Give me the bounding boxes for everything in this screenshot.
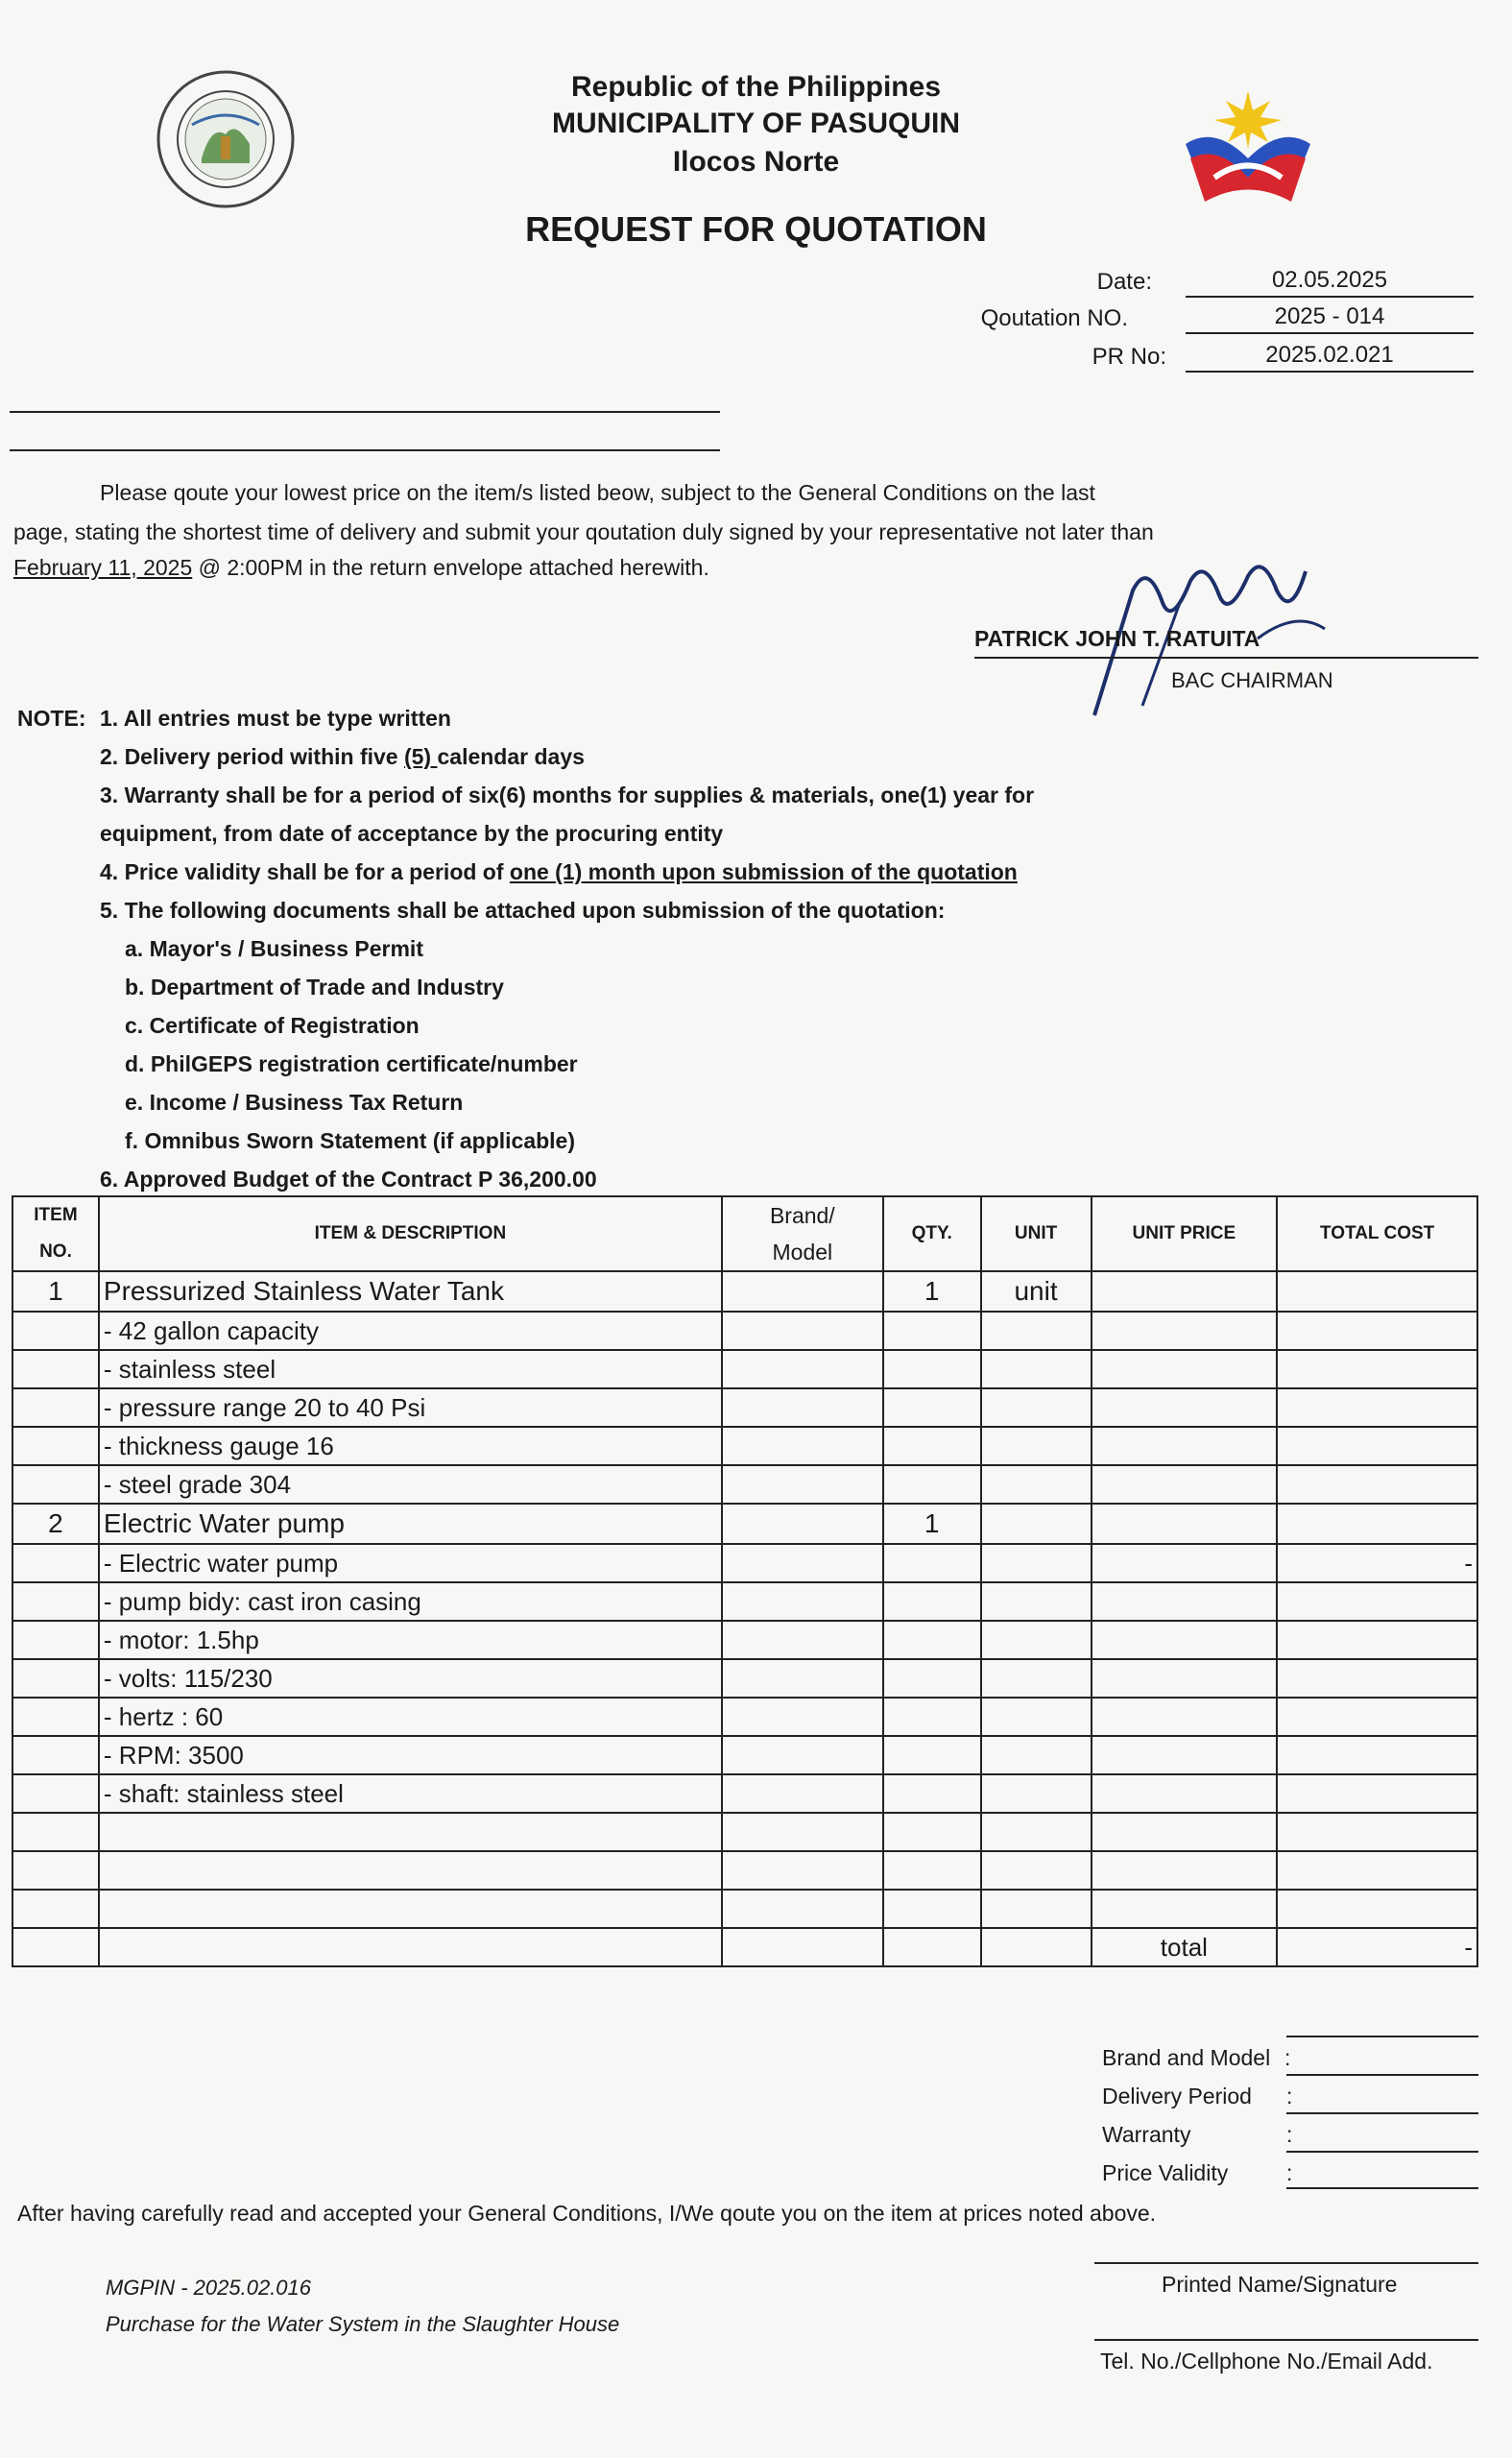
unit-cell — [981, 1659, 1092, 1698]
price-validity-label: Price Validity — [1102, 2160, 1229, 2185]
description-cell: - thickness gauge 16 — [99, 1427, 722, 1465]
price-validity-colon: : — [1286, 2160, 1293, 2185]
description-cell: - volts: 115/230 — [99, 1659, 722, 1698]
brand-model-cell — [722, 1890, 883, 1928]
item-no-cell: 1 — [12, 1271, 99, 1312]
brand-model-cell — [722, 1427, 883, 1465]
unit-cell — [981, 1736, 1092, 1774]
brand-model-cell — [722, 1851, 883, 1890]
qty-cell — [883, 1544, 981, 1582]
brand-model-cell — [722, 1582, 883, 1621]
item-no-cell — [12, 1774, 99, 1813]
table-row — [12, 1350, 1477, 1388]
description-cell: Electric Water pump — [99, 1504, 722, 1544]
qty-cell — [883, 1890, 981, 1928]
items-table — [12, 1195, 1478, 1967]
table-row — [12, 1388, 1477, 1427]
item-no-cell — [12, 1621, 99, 1659]
description-cell: - shaft: stainless steel — [99, 1774, 722, 1813]
mgpin-number: MGPIN - 2025.02.016 — [106, 2276, 312, 2300]
unit-cell — [981, 1312, 1092, 1350]
col-unit: UNIT — [981, 1196, 1092, 1271]
table-row — [12, 1774, 1477, 1813]
brand-model-cell — [722, 1350, 883, 1388]
total-cost-cell — [1277, 1350, 1477, 1388]
qty-cell: 1 — [883, 1271, 981, 1312]
note-3a: 3. Warranty shall be for a period of six(6) months for supplies & materials, one(1) year for — [100, 783, 1035, 807]
total-cost-cell — [1277, 1774, 1477, 1813]
description-cell — [99, 1813, 722, 1851]
item-no-cell — [12, 1736, 99, 1774]
header-province: Ilocos Norte — [672, 146, 840, 178]
doc-e: e. Income / Business Tax Return — [125, 1090, 464, 1115]
total-cost-cell — [1277, 1621, 1477, 1659]
col-brand-line1: Brand/ — [769, 1203, 835, 1228]
description-cell: - pressure range 20 to 40 Psi — [99, 1388, 722, 1427]
warranty-colon: : — [1286, 2122, 1293, 2147]
intro-line-2: page, stating the shortest time of delivery and submit your qoutation duly signed by your representative not later than — [13, 519, 1154, 544]
unit-cell — [981, 1504, 1092, 1544]
col-qty: QTY. — [883, 1196, 981, 1271]
contact-label: Tel. No./Cellphone No./Email Add. — [1100, 2349, 1433, 2374]
note-2-post: calendar days — [437, 744, 585, 769]
col-item-no-line1: ITEM — [34, 1205, 78, 1225]
qty-cell — [883, 1736, 981, 1774]
item-no-cell — [12, 1544, 99, 1582]
brand-model-cell — [722, 1621, 883, 1659]
total-cost-cell — [1277, 1504, 1477, 1544]
unit-price-cell — [1092, 1271, 1278, 1312]
item-no-cell — [12, 1582, 99, 1621]
unit-price-cell — [1092, 1659, 1278, 1698]
unit-cell — [981, 1465, 1092, 1504]
intro-line-3-rest: @ 2:00PM in the return envelope attached herewith. — [192, 555, 709, 580]
unit-cell — [981, 1890, 1092, 1928]
total-cost-cell: - — [1277, 1544, 1477, 1582]
note-2 — [100, 737, 585, 776]
brand-model-cell — [722, 1544, 883, 1582]
brand-model-top-line — [1286, 2036, 1478, 2037]
total-cost-cell — [1277, 1851, 1477, 1890]
item-no-cell — [12, 1659, 99, 1698]
note-5: 5. The following documents shall be attached upon submission of the quotation: — [100, 898, 946, 923]
col-total-cost: TOTAL COST — [1277, 1196, 1477, 1271]
unit-price-cell — [1092, 1427, 1278, 1465]
description-cell: - RPM: 3500 — [99, 1736, 722, 1774]
qty-cell — [883, 1582, 981, 1621]
item-no-cell — [12, 1350, 99, 1388]
table-row — [12, 1504, 1477, 1544]
brand-model-cell — [722, 1271, 883, 1312]
pr-no-value: 2025.02.021 — [1186, 342, 1474, 373]
table-row — [12, 1271, 1477, 1312]
unit-cell: unit — [981, 1271, 1092, 1312]
unit-price-cell — [1092, 1350, 1278, 1388]
signatory-title: BAC CHAIRMAN — [1171, 668, 1333, 692]
table-row — [12, 1621, 1477, 1659]
table-row — [12, 1851, 1477, 1890]
doc-a: a. Mayor's / Business Permit — [125, 936, 423, 961]
note-3b: equipment, from date of acceptance by the procuring entity — [100, 821, 724, 846]
signatory-name: PATRICK JOHN T. RATUITA — [974, 626, 1260, 651]
total-cost-cell — [1277, 1312, 1477, 1350]
unit-price-cell — [1092, 1774, 1278, 1813]
signature-line — [974, 657, 1478, 659]
delivery-period-label: Delivery Period — [1102, 2084, 1252, 2109]
description-cell — [99, 1851, 722, 1890]
qty-cell — [883, 1851, 981, 1890]
description-cell: - pump bidy: cast iron casing — [99, 1582, 722, 1621]
table-row — [12, 1312, 1477, 1350]
unit-price-cell — [1092, 1465, 1278, 1504]
qty-cell — [883, 1427, 981, 1465]
unit-cell — [981, 1698, 1092, 1736]
intro-line-1: Please qoute your lowest price on the item/s listed beow, subject to the General Conditions on the last — [100, 480, 1095, 505]
doc-d: d. PhilGEPS registration certificate/number — [125, 1051, 578, 1076]
item-no-cell — [12, 1890, 99, 1928]
description-cell: - motor: 1.5hp — [99, 1621, 722, 1659]
quotation-no-value: 2025 - 014 — [1186, 303, 1474, 334]
table-header-row — [12, 1196, 1477, 1271]
qty-cell — [883, 1698, 981, 1736]
brand-model-cell — [722, 1813, 883, 1851]
qty-cell: 1 — [883, 1504, 981, 1544]
unit-price-cell — [1092, 1504, 1278, 1544]
note-4-pre: 4. Price validity shall be for a period of — [100, 859, 510, 884]
delivery-period-colon: : — [1286, 2084, 1293, 2109]
note-label: NOTE: — [17, 706, 86, 731]
unit-price-cell — [1092, 1312, 1278, 1350]
table-row — [12, 1544, 1477, 1582]
unit-cell — [981, 1582, 1092, 1621]
total-cost-cell — [1277, 1465, 1477, 1504]
item-no-cell — [12, 1851, 99, 1890]
unit-cell — [981, 1851, 1092, 1890]
bagong-pilipinas-logo-icon — [1176, 86, 1320, 221]
table-row — [12, 1736, 1477, 1774]
description-cell: - 42 gallon capacity — [99, 1312, 722, 1350]
unit-price-cell — [1092, 1813, 1278, 1851]
item-no-cell: 2 — [12, 1504, 99, 1544]
doc-c: c. Certificate of Registration — [125, 1013, 420, 1038]
total-value: - — [1277, 1928, 1477, 1966]
price-validity-field — [1286, 2187, 1478, 2189]
intro-line-3 — [13, 549, 709, 586]
note-4-underlined: one (1) month upon submission of the quotation — [509, 859, 1018, 884]
total-cost-cell — [1277, 1890, 1477, 1928]
table-row — [12, 1427, 1477, 1465]
unit-price-cell — [1092, 1890, 1278, 1928]
total-cost-cell — [1277, 1388, 1477, 1427]
unit-price-cell — [1092, 1851, 1278, 1890]
item-no-cell — [12, 1698, 99, 1736]
unit-cell — [981, 1813, 1092, 1851]
unit-cell — [981, 1544, 1092, 1582]
total-cost-cell — [1277, 1813, 1477, 1851]
table-row — [12, 1890, 1477, 1928]
total-cost-cell — [1277, 1659, 1477, 1698]
table-row — [12, 1813, 1477, 1851]
header-republic: Republic of the Philippines — [570, 71, 942, 103]
qty-cell — [883, 1350, 981, 1388]
unit-price-cell — [1092, 1582, 1278, 1621]
unit-price-cell — [1092, 1388, 1278, 1427]
description-cell: - Electric water pump — [99, 1544, 722, 1582]
doc-f: f. Omnibus Sworn Statement (if applicable) — [125, 1128, 575, 1153]
total-cost-cell — [1277, 1427, 1477, 1465]
col-brand-model — [722, 1196, 883, 1271]
brand-model-field — [1286, 2074, 1478, 2076]
note-2-pre: 2. Delivery period within five — [100, 744, 404, 769]
brand-model-cell — [722, 1388, 883, 1427]
page-title: REQUEST FOR QUOTATION — [525, 209, 987, 249]
brand-model-cell — [722, 1698, 883, 1736]
note-2-underlined: (5) — [403, 744, 438, 769]
brand-model-colon: : — [1284, 2045, 1291, 2070]
qty-cell — [883, 1659, 981, 1698]
total-cost-cell — [1277, 1698, 1477, 1736]
brand-model-cell — [722, 1774, 883, 1813]
brand-model-cell — [722, 1736, 883, 1774]
col-description: ITEM & DESCRIPTION — [99, 1196, 722, 1271]
supplier-name-line — [10, 411, 720, 413]
note-1: 1. All entries must be type written — [100, 706, 451, 731]
item-no-cell — [12, 1388, 99, 1427]
brand-model-cell — [722, 1312, 883, 1350]
item-no-cell — [12, 1813, 99, 1851]
unit-cell — [981, 1774, 1092, 1813]
col-item-no — [12, 1196, 99, 1271]
date-label: Date: — [1096, 269, 1152, 295]
header-municipality: MUNICIPALITY OF PASUQUIN — [551, 108, 960, 139]
unit-price-cell — [1092, 1736, 1278, 1774]
qty-cell — [883, 1813, 981, 1851]
brand-model-label: Brand and Model — [1102, 2045, 1271, 2070]
purchase-purpose: Purchase for the Water System in the Slaughter House — [106, 2312, 620, 2336]
qty-cell — [883, 1388, 981, 1427]
printed-name-label: Printed Name/Signature — [1162, 2272, 1398, 2297]
note-4 — [100, 853, 1018, 891]
delivery-period-field — [1286, 2112, 1478, 2114]
qty-cell — [883, 1465, 981, 1504]
unit-cell — [981, 1350, 1092, 1388]
brand-model-cell — [722, 1465, 883, 1504]
total-cost-cell — [1277, 1271, 1477, 1312]
contact-line — [1094, 2339, 1478, 2341]
qty-cell — [883, 1774, 981, 1813]
unit-price-cell — [1092, 1621, 1278, 1659]
brand-model-cell — [722, 1504, 883, 1544]
municipal-seal-icon — [154, 67, 298, 211]
col-item-no-line2: NO. — [39, 1241, 72, 1262]
description-cell: - hertz : 60 — [99, 1698, 722, 1736]
table-total-row — [12, 1928, 1477, 1966]
description-cell: - stainless steel — [99, 1350, 722, 1388]
table-row — [12, 1698, 1477, 1736]
description-cell: Pressurized Stainless Water Tank — [99, 1271, 722, 1312]
acceptance-statement: After having carefully read and accepted your General Conditions, I/We qoute you on the item at prices noted above. — [17, 2201, 1157, 2226]
pr-no-label: PR No: — [1092, 344, 1166, 370]
brand-model-cell — [722, 1659, 883, 1698]
table-row — [12, 1582, 1477, 1621]
date-value: 02.05.2025 — [1186, 267, 1474, 298]
description-cell — [99, 1890, 722, 1928]
warranty-field — [1286, 2151, 1478, 2153]
total-cost-cell — [1277, 1582, 1477, 1621]
unit-cell — [981, 1427, 1092, 1465]
total-label: total — [1092, 1928, 1278, 1966]
unit-cell — [981, 1388, 1092, 1427]
unit-cell — [981, 1621, 1092, 1659]
item-no-cell — [12, 1312, 99, 1350]
table-row — [12, 1465, 1477, 1504]
description-cell: - steel grade 304 — [99, 1465, 722, 1504]
qty-cell — [883, 1621, 981, 1659]
quotation-no-label: Qoutation NO. — [980, 305, 1128, 331]
item-no-cell — [12, 1465, 99, 1504]
unit-price-cell — [1092, 1698, 1278, 1736]
qty-cell — [883, 1312, 981, 1350]
warranty-label: Warranty — [1102, 2122, 1191, 2147]
item-no-cell — [12, 1427, 99, 1465]
col-unit-price: UNIT PRICE — [1092, 1196, 1278, 1271]
total-cost-cell — [1277, 1736, 1477, 1774]
doc-b: b. Department of Trade and Industry — [125, 975, 504, 1000]
printed-name-line — [1094, 2262, 1478, 2264]
supplier-address-line — [10, 449, 720, 451]
col-brand-line2: Model — [772, 1240, 833, 1265]
table-row — [12, 1659, 1477, 1698]
note-6: 6. Approved Budget of the Contract P 36,200.00 — [100, 1167, 597, 1192]
unit-price-cell — [1092, 1544, 1278, 1582]
deadline-date: February 11, 2025 — [13, 555, 193, 580]
